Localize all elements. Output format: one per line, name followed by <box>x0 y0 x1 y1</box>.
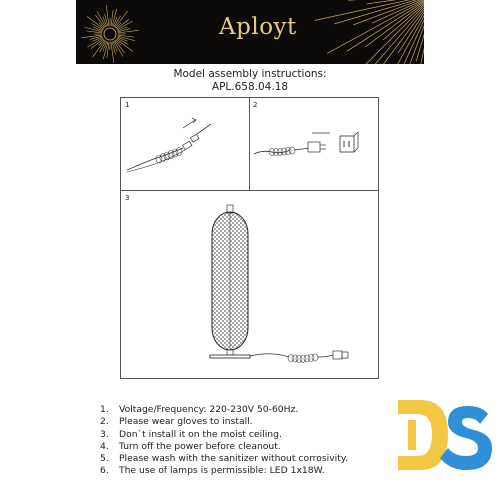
step3-assembled-lamp-illustration <box>121 191 378 378</box>
instruction-item: 3. Don`t install it on the moist ceiling. <box>100 428 282 440</box>
step1-cable-connection-illustration <box>121 98 249 190</box>
model-number: APL.658.04.18 <box>211 81 289 93</box>
brand-logo-text: Aployt <box>219 14 297 40</box>
instruction-item: 4. Turn off the power before cleanout. <box>100 440 281 452</box>
brand-banner <box>76 0 424 64</box>
instruction-item: 1. Voltage/Frequency: 220-230V 50-60Hz. <box>100 404 299 415</box>
instruction-item: 2. Please wear gloves to install. <box>100 416 253 428</box>
instruction-item: 5. Please wash with the sanitizer without corrosivity. <box>100 453 348 465</box>
panel-number: 2 <box>253 101 258 109</box>
step2-plug-socket-illustration <box>250 98 378 190</box>
instructions-list <box>100 404 420 478</box>
instruction-item: 6. The use of lamps is permissible: LED 1x18W. <box>100 465 325 477</box>
assembly-diagram <box>120 97 379 379</box>
panel-number: 3 <box>125 194 130 202</box>
page-title: Model assembly instructions: <box>173 68 327 80</box>
panel-number: 1 <box>125 101 130 109</box>
ds-watermark-logo <box>394 396 494 478</box>
